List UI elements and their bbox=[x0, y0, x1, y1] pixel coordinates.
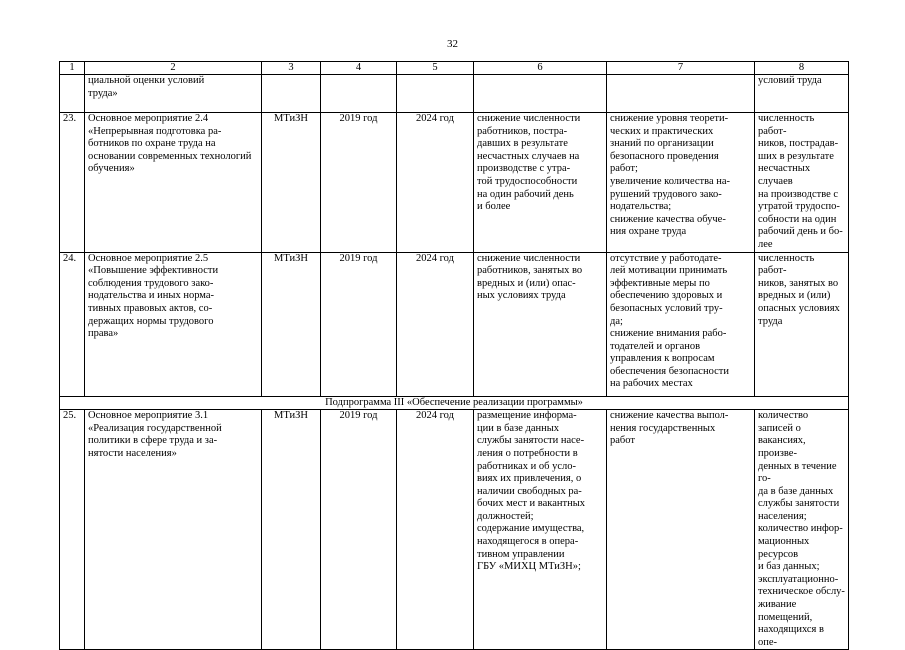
cell-num: 23. bbox=[60, 113, 85, 253]
subprogram-title: Подпрограмма III «Обеспечение реализации программы» bbox=[60, 396, 849, 410]
cell-indicator: условий труда bbox=[755, 75, 849, 113]
cell-activity: Основное мероприятие 2.4 «Непрерывная подготовка ра- ботников по охране труда на основании современных технологий обучения» bbox=[85, 113, 262, 253]
header-row bbox=[60, 62, 849, 75]
cell-activity: Основное мероприятие 3.1 «Реализация государственной политики в сфере труда и за- нятости населения» bbox=[85, 410, 262, 650]
cell-indicator: численность работ- ников, пострадав- ших в результате несчастных случаев на производстве с утратой трудоспо- собности на один рабочий день и бо- лее bbox=[755, 113, 849, 253]
subprogram-row bbox=[60, 396, 849, 410]
cell-result: снижение численности работников, постра- давших в результате несчастных случаев на производстве с утра- той трудоспособности на один рабочий день и более bbox=[474, 113, 607, 253]
cell-start bbox=[321, 75, 397, 113]
cell-result bbox=[474, 75, 607, 113]
table-row bbox=[60, 113, 849, 253]
cell-executor bbox=[262, 75, 321, 113]
cell-result: снижение численности работников, занятых во вредных и (или) опас- ных условиях труда bbox=[474, 252, 607, 396]
cell-executor: МТиЗН bbox=[262, 252, 321, 396]
cell-consequences: снижение уровня теорети- ческих и практических знаний по организации безопасного проведения работ; увеличение количества на- рушений трудового зако- нодательства; снижение качества обуче- ния охране труда bbox=[607, 113, 755, 253]
cell-executor: МТиЗН bbox=[262, 410, 321, 650]
header-cell: 6 bbox=[474, 62, 607, 75]
cell-start: 2019 год bbox=[321, 252, 397, 396]
header-cell: 7 bbox=[607, 62, 755, 75]
header-cell: 8 bbox=[755, 62, 849, 75]
cell-start: 2019 год bbox=[321, 410, 397, 650]
header-cell: 4 bbox=[321, 62, 397, 75]
header-cell: 2 bbox=[85, 62, 262, 75]
table-row-continuation bbox=[60, 75, 849, 113]
cell-end bbox=[397, 75, 474, 113]
table-row bbox=[60, 252, 849, 396]
cell-consequences: снижение качества выпол- нения государственных работ bbox=[607, 410, 755, 650]
header-cell: 3 bbox=[262, 62, 321, 75]
program-activities-table bbox=[59, 61, 849, 650]
cell-activity: циальной оценки условий труда» bbox=[85, 75, 262, 113]
cell-end: 2024 год bbox=[397, 113, 474, 253]
cell-num: 24. bbox=[60, 252, 85, 396]
cell-start: 2019 год bbox=[321, 113, 397, 253]
cell-indicator: численность работ- ников, занятых во вредных и (или) опасных условиях труда bbox=[755, 252, 849, 396]
page-number: 32 bbox=[447, 38, 458, 50]
cell-consequences bbox=[607, 75, 755, 113]
cell-indicator: количество записей о вакансиях, произве- денных в течение го- да в базе данных службы занятости населения; количество инфор- мационных ресурсов и баз данных; эксплуатационно- техническое обслу- живание помещений, находящихся в опе- bbox=[755, 410, 849, 650]
cell-consequences: отсутствие у работодате- лей мотивации принимать эффективные меры по обеспечению здоровых и безопасных условий тру- да; снижение внимания рабо- тодателей и органов управления к вопросам обеспечения безопасности на рабочих местах bbox=[607, 252, 755, 396]
header-cell: 5 bbox=[397, 62, 474, 75]
cell-executor: МТиЗН bbox=[262, 113, 321, 253]
table-row bbox=[60, 410, 849, 650]
header-cell: 1 bbox=[60, 62, 85, 75]
cell-activity: Основное мероприятие 2.5 «Повышение эффективности соблюдения трудового зако- нодательства и иных норма- тивных правовых актов, со- держащих нормы трудового права» bbox=[85, 252, 262, 396]
cell-end: 2024 год bbox=[397, 252, 474, 396]
cell-result: размещение информа- ции в базе данных службы занятости насе- ления о потребности в работниках и об усло- виях их привлечения, о наличии свободных ра- бочих мест и вакантных должностей; содержание имущества, находящегося в опера- тивном управлении ГБУ «МИХЦ МТиЗН»; bbox=[474, 410, 607, 650]
cell-end: 2024 год bbox=[397, 410, 474, 650]
cell-num: 25. bbox=[60, 410, 85, 650]
cell-num bbox=[60, 75, 85, 113]
